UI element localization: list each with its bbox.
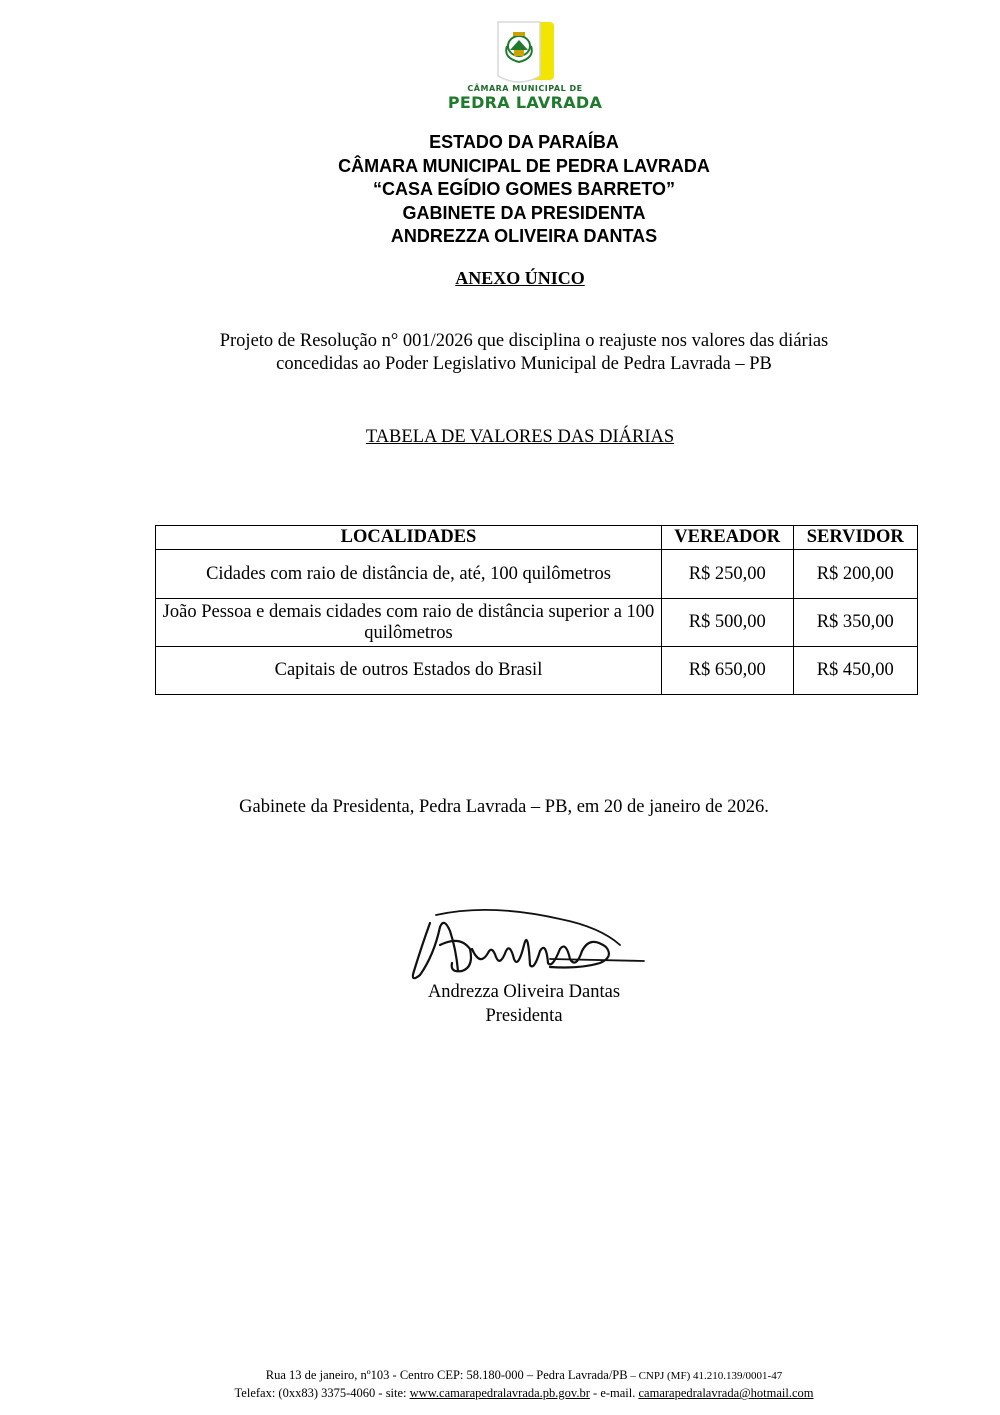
intro-paragraph [0, 330, 1000, 376]
header-office: GABINETE DA PRESIDENTA [402, 202, 646, 223]
cell-locality: Capitais de outros Estados do Brasil [156, 647, 662, 695]
signature-icon [400, 905, 650, 985]
logo-title: PEDRA LAVRADA [447, 93, 603, 112]
header-president: ANDREZZA OLIVEIRA DANTAS [390, 226, 658, 246]
annex-title: ANEXO ÚNICO [455, 268, 585, 288]
footer-email-label: - e-mail. [589, 1386, 639, 1400]
header-state: ESTADO DA PARAÍBA [429, 132, 619, 152]
cell-servidor: R$ 200,00 [793, 550, 917, 599]
cell-servidor: R$ 450,00 [793, 647, 917, 695]
footer-site-link[interactable]: www.camarapedralavrada.pb.gov.br [409, 1386, 590, 1400]
coat-of-arms-icon [470, 16, 590, 86]
logo-subtitle: CÂMARA MUNICIPAL DE [467, 84, 583, 93]
header-chamber: CÂMARA MUNICIPAL DE PEDRA LAVRADA [338, 155, 710, 176]
cell-locality: Cidades com raio de distância de, até, 100 quilômetros [156, 550, 662, 599]
intro-line: concedidas ao Poder Legislativo Municipal de Pedra Lavrada – PB [276, 354, 772, 374]
cell-vereador: R$ 250,00 [661, 550, 793, 599]
header-localidades: LOCALIDADES [156, 526, 662, 550]
page-footer [0, 1367, 1000, 1402]
closing-line: Gabinete da Presidenta, Pedra Lavrada – PB, em 20 de janeiro de 2026. [239, 797, 769, 817]
footer-phone: Telefax: (0xx83) 3375-4060 - site: [234, 1386, 410, 1400]
header-house: “CASA EGÍDIO GOMES BARRETO” [372, 179, 676, 199]
footer-contact-line [0, 1385, 1000, 1402]
table-title: TABELA DE VALORES DAS DIÁRIAS [365, 427, 675, 447]
header-servidor: SERVIDOR [793, 526, 917, 550]
cell-vereador: R$ 500,00 [661, 599, 793, 647]
footer-address: Rua 13 de janeiro, nº103 - Centro CEP: 58.180-000 – Pedra Lavrada/PB [265, 1368, 628, 1382]
signatory [0, 980, 1000, 1028]
footer-email-link[interactable]: camarapedralavrada@hotmail.com [638, 1386, 814, 1400]
table-header-row [156, 526, 918, 550]
document-header [0, 131, 1000, 249]
table-row [156, 599, 918, 647]
signatory-name: Andrezza Oliveira Dantas [427, 982, 621, 1002]
diarias-table [155, 525, 918, 695]
footer-address-line [0, 1367, 1000, 1385]
table-row [156, 550, 918, 599]
cell-servidor: R$ 350,00 [793, 599, 917, 647]
signatory-role: Presidenta [485, 1006, 563, 1026]
cell-vereador: R$ 650,00 [661, 647, 793, 695]
footer-cnpj: – CNPJ (MF) 41.210.139/0001-47 [627, 1370, 783, 1382]
handwritten-signature [400, 905, 650, 985]
header-vereador: VEREADOR [661, 526, 793, 550]
table-row [156, 647, 918, 695]
intro-line: Projeto de Resolução n° 001/2026 que disciplina o reajuste nos valores das diárias [219, 331, 829, 351]
cell-locality: João Pessoa e demais cidades com raio de distância superior a 100 quilômetros [156, 599, 662, 647]
